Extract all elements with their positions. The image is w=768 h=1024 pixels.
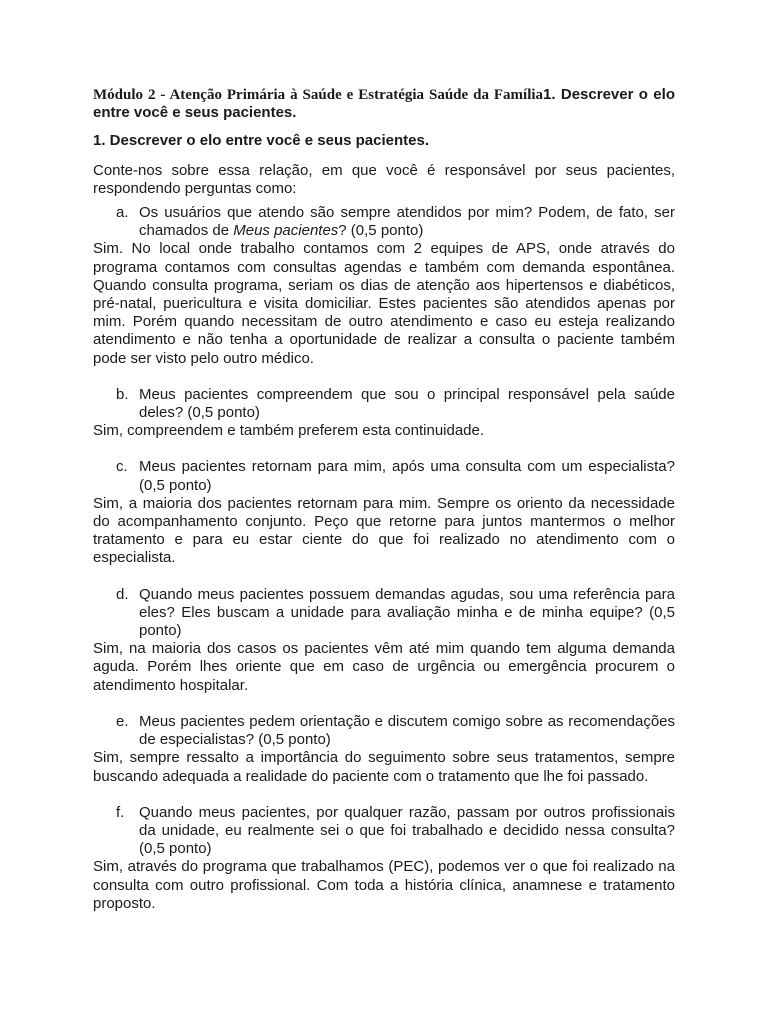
question-a (93, 204, 675, 240)
question-e (93, 713, 675, 749)
document-heading (93, 86, 675, 122)
question-marker: f. (116, 803, 125, 821)
question-text: Quando meus pacientes, por qualquer razão, passam por outros profissionais da unidade, eu realmente sei o que foi trabalhado e decidido nessa consulta? (0,5 ponto) (139, 803, 675, 858)
answer-a: Sim. No local onde trabalho contamos com 2 equipes de APS, onde através do programa contamos com consultas agendas e também com demanda espontânea. Quando consulta programa, seriam os dias de atenção aos hipertensos e diabéticos, pré-natal, puericultura e visita domiciliar. Estes pacientes são atendidos apenas por mim. Porém quando necessitam de outro atendimento e caso eu esteja realizando atendimento e não tenha a oportunidade de realizar a consulta o paciente também pode ser visto pelo outro médico. (93, 240, 675, 367)
intro-paragraph: Conte-nos sobre essa relação, em que você é responsável por seus pacientes, respondendo perguntas como: (93, 161, 675, 197)
question-c (93, 458, 675, 494)
question-marker: b. (116, 385, 129, 403)
answer-e: Sim, sempre ressalto a importância do seguimento sobre seus tratamentos, sempre buscando adequada a realidade do paciente com o tratamento que lhe foi passado. (93, 749, 675, 785)
question-text: Quando meus pacientes possuem demandas agudas, sou uma referência para eles? Eles buscam a unidade para avaliação minha e de minha equipe? (0,5 ponto) (139, 585, 675, 640)
module-title: Módulo 2 - Atenção Primária à Saúde e Estratégia Saúde da Família (93, 87, 544, 103)
question-marker: e. (116, 712, 129, 730)
question-marker: c. (116, 458, 128, 476)
question-text-after: ? (0,5 ponto) (338, 222, 424, 240)
question-d (93, 586, 675, 641)
question-italic: Meus pacientes (233, 222, 339, 240)
answer-c: Sim, a maioria dos pacientes retornam para mim. Sempre os oriento da necessidade do acompanhamento conjunto. Peço que retorne para juntos mantermos o melhor tratamento e para eu estar ciente do que foi realizado no atendimento com o especialista. (93, 494, 675, 567)
question-marker: d. (116, 585, 129, 603)
answer-d: Sim, na maioria dos casos os pacientes vêm até mim quando tem alguma demanda aguda. Porém lhes oriente que em caso de urgência ou emergência procurem o atendimento hospitalar. (93, 640, 675, 694)
question-marker: a. (116, 204, 129, 222)
answer-b: Sim, compreendem e também preferem esta continuidade. (93, 422, 485, 440)
question-b (93, 386, 675, 422)
document-page (93, 86, 675, 913)
section-subheading: 1. Descrever o elo entre você e seus pacientes. (93, 132, 430, 150)
question-f (93, 804, 675, 859)
question-text: Os usuários que atendo são sempre atendidos por mim? Podem, de fato, ser chamados de (139, 204, 675, 240)
heading-topic: 1. Descrever o elo entre você e seus pacientes. (93, 86, 675, 122)
answer-f: Sim, através do programa que trabalhamos (PEC), podemos ver o que foi realizado na consulta com outro profissional. Com toda a história clínica, anamnese e tratamento proposto. (93, 858, 675, 912)
question-text: Meus pacientes retornam para mim, após uma consulta com um especialista? (0,5 ponto) (139, 458, 675, 494)
question-text: Meus pacientes pedem orientação e discutem comigo sobre as recomendações de especialistas? (0,5 ponto) (139, 712, 675, 749)
question-text: Meus pacientes compreendem que sou o principal responsável pela saúde deles? (0,5 ponto) (139, 385, 675, 422)
